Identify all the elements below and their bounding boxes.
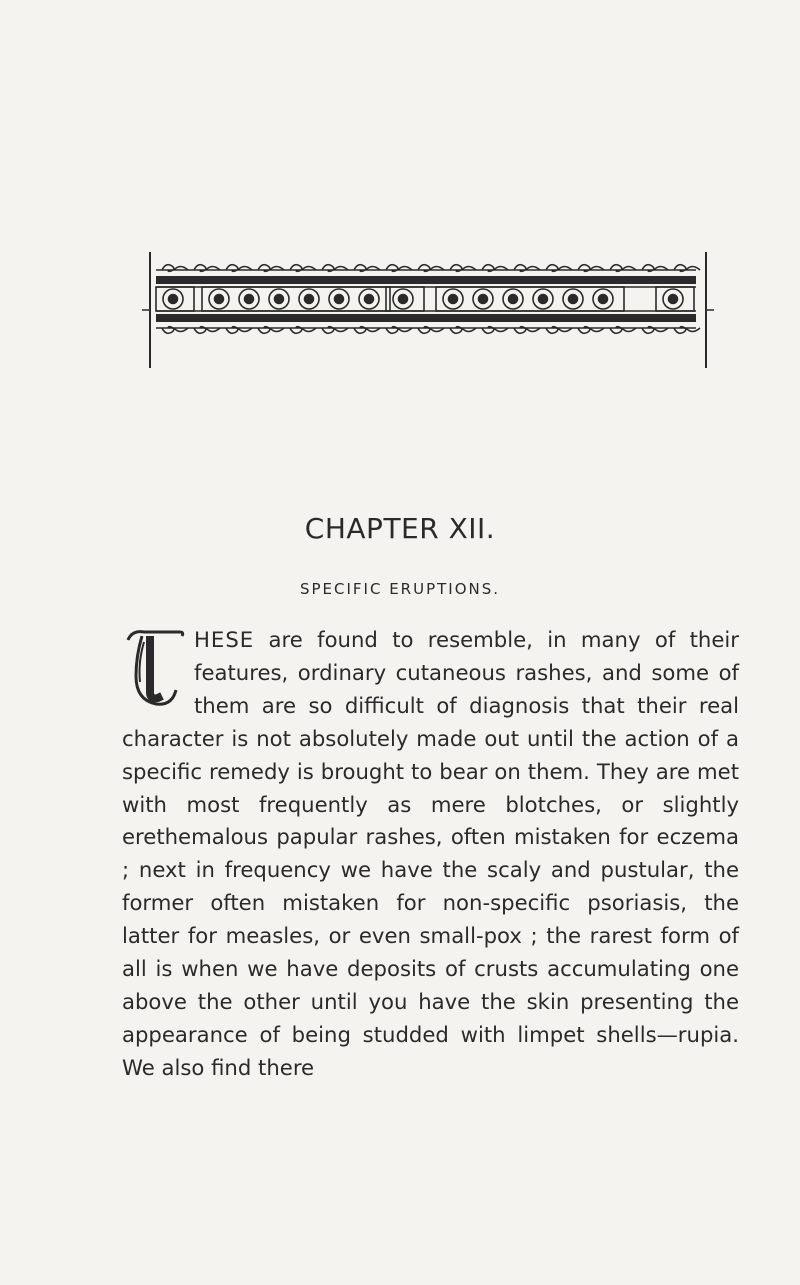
medallion-frame bbox=[436, 287, 624, 311]
medallion-dot bbox=[399, 295, 408, 304]
medallion-dot bbox=[449, 295, 458, 304]
medallion-dot bbox=[169, 295, 178, 304]
medallion-dot bbox=[669, 295, 678, 304]
medallion-dot bbox=[509, 295, 518, 304]
scroll-row-top bbox=[156, 265, 700, 272]
scroll-row-bottom bbox=[156, 327, 700, 334]
medallion-dot bbox=[335, 295, 344, 304]
medallion-dot bbox=[365, 295, 374, 304]
medallion-dot bbox=[245, 295, 254, 304]
hatched-band-top bbox=[156, 276, 696, 284]
medallion-frame bbox=[202, 287, 390, 311]
medallion-dot bbox=[215, 295, 224, 304]
chapter-subtitle: SPECIFIC ERUPTIONS. bbox=[299, 580, 501, 598]
greek-key-border-ornament bbox=[140, 260, 710, 360]
medallion-dot bbox=[599, 295, 608, 304]
hatched-band-bottom bbox=[156, 314, 696, 322]
medallion-dot bbox=[479, 295, 488, 304]
medallion-dot bbox=[569, 295, 578, 304]
medallion-dot bbox=[275, 295, 284, 304]
right-bracket-mark bbox=[704, 250, 716, 370]
medallion-dot bbox=[539, 295, 548, 304]
chapter-title: CHAPTER XII. bbox=[304, 512, 496, 545]
medallion-dot bbox=[305, 295, 314, 304]
dropcap-t-ornament bbox=[122, 626, 186, 710]
medallion-band bbox=[156, 287, 696, 311]
lead-word: HESE bbox=[194, 627, 255, 652]
body-text: are found to resemble, in many of their features, ordinary cutaneous rashes, and some of them are so difficult of diagnosis that their real character is not absolutely made out until the action of a specific remedy is brought to bear on them. They are met with most frequently as mere blotches, or slightly erethemalous papular rashes, often mistaken for eczema ; next in frequency we have the scaly and pustular, the former often mistaken for non-specific psoriasis, the latter for measles, or even small-pox ; the rarest form of all is when we have deposits of crusts accumulating one above the other until you have the skin presenting the appearance of being studded with limpet shells—rupia. We also find there bbox=[122, 627, 739, 1080]
body-paragraph bbox=[122, 624, 739, 1085]
